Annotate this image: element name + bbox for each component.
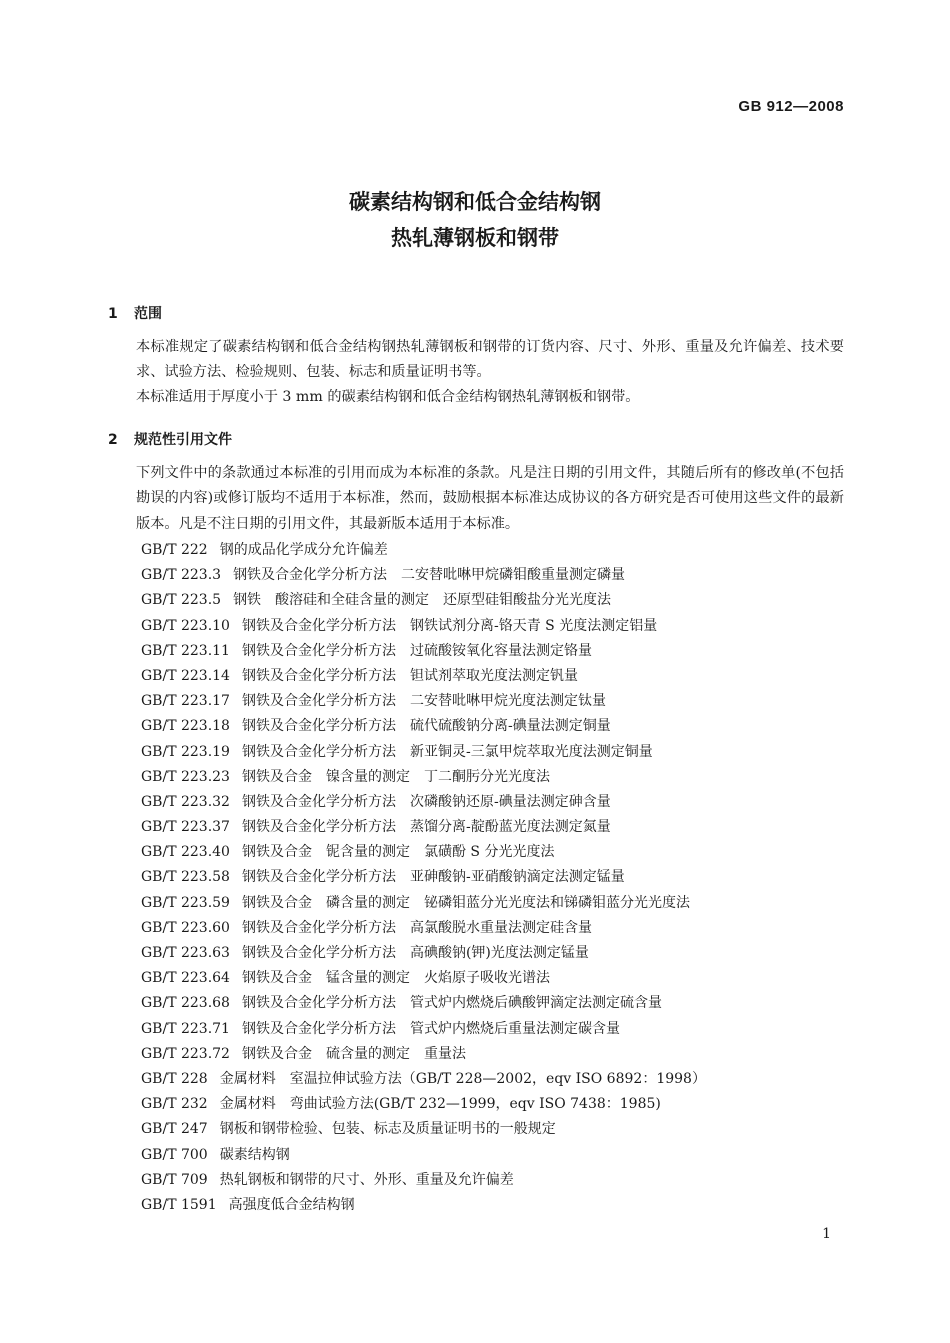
reference-item — [141, 1168, 841, 1193]
reference-title: 钢铁及合金化学分析方法 硫代硫酸钠分离-碘量法测定铜量 — [241, 718, 611, 735]
reference-title: 钢铁及合金 硫含量的测定 重量法 — [241, 1045, 466, 1062]
reference-item — [141, 1042, 841, 1067]
reference-code: GB/T 223.18 — [141, 718, 230, 735]
reference-item — [141, 1193, 841, 1218]
reference-title: 钢铁及合金化学分析方法 钢铁试剂分离-铬天青 S 光度法测定铝量 — [241, 617, 658, 634]
reference-code: GB/T 700 — [141, 1146, 208, 1163]
reference-item — [141, 991, 841, 1016]
reference-item — [141, 815, 841, 840]
reference-title: 钢铁及合金化学分析方法 高碘酸钠(钾)光度法测定锰量 — [241, 945, 589, 961]
reference-title: 钢铁及合金 锰含量的测定 火焰原子吸收光谱法 — [241, 970, 550, 987]
reference-code: GB/T 223.23 — [141, 768, 230, 785]
reference-code: GB/T 223.17 — [141, 693, 230, 710]
reference-title: 钢铁及合金化学分析方法 二安替吡啉甲烷光度法测定钛量 — [241, 693, 606, 710]
section-2-heading — [108, 429, 232, 449]
reference-title: 钢铁及合金 磷含量的测定 铋磷钼蓝分光光度法和锑磷钼蓝分光光度法 — [241, 894, 690, 911]
reference-item — [141, 639, 841, 664]
reference-title: 钢铁及合金化学分析方法 次磷酸钠还原-碘量法测定砷含量 — [241, 793, 611, 810]
reference-code: GB/T 223.32 — [141, 793, 230, 810]
reference-code: GB/T 223.19 — [141, 743, 230, 760]
reference-code: GB/T 223.37 — [141, 819, 230, 836]
section-1-heading — [108, 303, 162, 323]
reference-item — [141, 1143, 841, 1168]
reference-item — [141, 1017, 841, 1042]
reference-title: 钢铁及合金化学分析方法 高氯酸脱水重量法测定硅含量 — [241, 919, 592, 936]
reference-item — [141, 1117, 841, 1142]
reference-code: GB/T 223.10 — [141, 617, 230, 634]
scope-paragraph-2 — [108, 385, 844, 410]
reference-code: GB/T 223.68 — [141, 995, 230, 1012]
scope-text-1: 本标准规定了碳素结构钢和低合金结构钢热轧薄钢板和钢带的订货内容、尺寸、外形、重量及允许偏差、技术要求、试验方法、检验规则、包装、标志和质量证明书等。 — [136, 339, 844, 381]
reference-item — [141, 689, 841, 714]
reference-title: 钢的成品化学成分允许偏差 — [219, 542, 388, 558]
reference-code: GB/T 223.11 — [141, 642, 230, 659]
reference-title: 钢铁及合金化学分析方法 钽试剂萃取光度法测定钒量 — [241, 667, 578, 684]
reference-code: GB/T 223.14 — [141, 667, 230, 684]
scope-text-2: 本标准适用于厚度小于 3 mm 的碳素结构钢和低合金结构钢热轧薄钢板和钢带。 — [136, 389, 640, 405]
reference-item — [141, 966, 841, 991]
reference-code: GB/T 709 — [141, 1171, 208, 1188]
section-2-title: 规范性引用文件 — [134, 432, 232, 448]
intro-text: 下列文件中的条款通过本标准的引用而成为本标准的条款。凡是注日期的引用文件，其随后所有的修改单(不包括勘误的内容)或修订版均不适用于本标准，然而，鼓励根据本标准达成协议的各方研究是否可使用这些文件的最新版本。凡是不注日期的引用文件，其最新版本适用于本标准。 — [136, 465, 844, 532]
reference-code: GB/T 1591 — [141, 1196, 217, 1213]
reference-code: GB/T 223.72 — [141, 1045, 230, 1062]
reference-title: 钢铁及合金化学分析方法 过硫酸铵氧化容量法测定铬量 — [241, 642, 592, 659]
reference-list — [141, 538, 841, 1218]
reference-item — [141, 1092, 841, 1117]
reference-item — [141, 588, 841, 613]
reference-title: 钢铁及合金化学分析方法 管式炉内燃烧后碘酸钾滴定法测定硫含量 — [241, 995, 662, 1012]
reference-code: GB/T 247 — [141, 1121, 208, 1138]
reference-title: 钢铁及合金化学分析方法 二安替吡啉甲烷磷钼酸重量测定磷量 — [233, 567, 626, 584]
reference-code: GB/T 222 — [141, 542, 208, 558]
reference-title: 钢铁及合金化学分析方法 蒸馏分离-靛酚蓝光度法测定氮量 — [241, 819, 611, 836]
reference-item — [141, 664, 841, 689]
title-line-2: 热轧薄钢板和钢带 — [391, 226, 559, 250]
reference-code: GB/T 223.59 — [141, 894, 230, 911]
reference-title: 金属材料 弯曲试验方法(GB/T 232—1999，eqv ISO 7438：1985) — [219, 1096, 661, 1113]
normative-references-intro — [108, 461, 844, 537]
reference-code: GB/T 223.71 — [141, 1020, 230, 1037]
document-title — [0, 184, 950, 256]
reference-code: GB/T 232 — [141, 1096, 208, 1113]
reference-title: 金属材料 室温拉伸试验方法（GB/T 228—2002，eqv ISO 6892：1998） — [219, 1070, 706, 1087]
reference-title: 钢铁及合金 镍含量的测定 丁二酮肟分光光度法 — [241, 768, 550, 785]
reference-title: 钢铁及合金化学分析方法 管式炉内燃烧后重量法测定碳含量 — [241, 1020, 620, 1037]
reference-code: GB/T 228 — [141, 1070, 208, 1087]
section-1-title: 范围 — [134, 306, 162, 322]
section-1-number: 1 — [108, 306, 118, 322]
reference-item — [141, 840, 841, 865]
reference-code: GB/T 223.63 — [141, 945, 230, 961]
reference-code: GB/T 223.3 — [141, 567, 222, 584]
reference-item — [141, 941, 841, 966]
reference-title: 热轧钢板和钢带的尺寸、外形、重量及允许偏差 — [219, 1171, 514, 1188]
reference-title: 钢铁 酸溶硅和全硅含量的测定 还原型硅钼酸盐分光光度法 — [233, 592, 612, 609]
reference-item — [141, 891, 841, 916]
section-2-number: 2 — [108, 432, 118, 448]
reference-title: 碳素结构钢 — [219, 1146, 290, 1163]
title-line-1: 碳素结构钢和低合金结构钢 — [349, 190, 601, 214]
standard-number: GB 912—2008 — [738, 98, 844, 115]
reference-code: GB/T 223.40 — [141, 844, 230, 861]
reference-title: 钢板和钢带检验、包装、标志及质量证明书的一般规定 — [219, 1121, 556, 1138]
reference-code: GB/T 223.60 — [141, 919, 230, 936]
reference-item — [141, 916, 841, 941]
reference-title: 钢铁及合金化学分析方法 亚砷酸钠-亚硝酸钠滴定法测定锰量 — [241, 869, 625, 886]
reference-item — [141, 614, 841, 639]
reference-code: GB/T 223.64 — [141, 970, 230, 987]
reference-item — [141, 865, 841, 890]
reference-item — [141, 538, 841, 563]
reference-item — [141, 1067, 841, 1092]
reference-code: GB/T 223.58 — [141, 869, 230, 886]
page-number: 1 — [822, 1226, 831, 1242]
reference-item — [141, 563, 841, 588]
reference-item — [141, 790, 841, 815]
scope-paragraph-1 — [108, 335, 844, 386]
reference-item — [141, 714, 841, 739]
reference-item — [141, 740, 841, 765]
reference-code: GB/T 223.5 — [141, 592, 222, 609]
reference-title: 钢铁及合金 铌含量的测定 氯磺酚 S 分光光度法 — [241, 844, 555, 861]
reference-item — [141, 765, 841, 790]
reference-title: 高强度低合金结构钢 — [228, 1196, 355, 1213]
reference-title: 钢铁及合金化学分析方法 新亚铜灵-三氯甲烷萃取光度法测定铜量 — [241, 743, 653, 760]
